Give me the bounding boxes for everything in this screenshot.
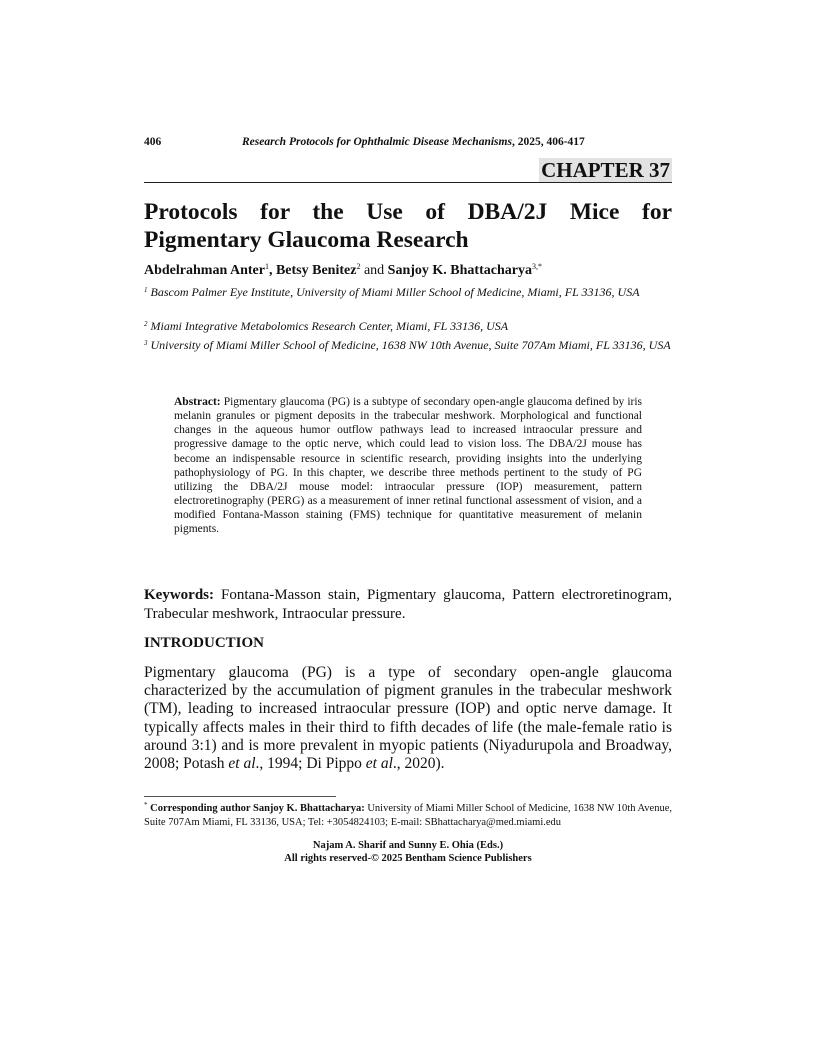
footnote-text: University of Miami Miller School of Medicine, 1638 NW 10th Avenue, Suite 707Am Miami, FL 33136, USA; Tel: +3054824103; E-mail: SBhattacharya@med.miami.edu (144, 803, 672, 828)
editors-line: Najam A. Sharif and Sunny E. Ohia (Eds.) (312, 840, 504, 851)
affiliation-3 (144, 337, 672, 353)
intro-text: Pigmentary glaucoma (PG) is a type of secondary open-angle glaucoma characterized by the accumulation of pigment granules in the trabecular meshwork (TM), leading to increased intraocular pressure (IOP) and optic nerve damage. It typically affects males in their third to fifth decades of life (the male-female ratio is around 3:1) and is more prevalent in myopic patients (Niyadurupola and Broadway, 2008; Potash (144, 664, 672, 773)
affiliation-1 (144, 284, 672, 300)
section-heading-introduction: INTRODUCTION (144, 635, 265, 651)
footnote-rule (144, 796, 336, 797)
author-affil-mark: 3,* (531, 262, 542, 271)
page-number: 406 (144, 136, 162, 148)
author-affil-mark: 1 (264, 262, 269, 271)
chapter-label: CHAPTER 37 (541, 158, 670, 182)
abstract-text: Pigmentary glaucoma (PG) is a subtype of secondary open-angle glaucoma defined by iris melanin granules or pigment deposits in the trabecular meshwork. Morphological and functional changes in the aqueous humor outflow pathways lead to increased intraocular pressure and progressive damage to the optic nerve, which could lead to vision loss. The DBA/2J mouse has become an indispensable resource in scientific research, providing insights into the underlying pathophysiology of PG. In this chapter, we describe three methods pertinent to the study of PG utilizing the DBA/2J mouse model: intraocular pressure (IOP) measurement, pattern electroretinography (PERG) as a measurement of inner retinal functional assessment of vision, and a modified Fontana-Masson staining (FMS) technique for quantitative measurement of melanin pigments. (174, 396, 643, 536)
chapter-rule (144, 182, 672, 183)
abstract (174, 395, 642, 537)
affiliation-text: Bascom Palmer Eye Institute, University of Miami Miller School of Medicine, Miami, FL 33136, USA (150, 285, 640, 299)
intro-etal: et al (228, 755, 256, 773)
author-name: Sanjoy K. Bhattacharya (387, 263, 532, 278)
author-list (144, 262, 672, 280)
affiliation-number: 3 (144, 339, 148, 347)
author-affil-mark: 2 (356, 262, 361, 271)
author-separator: and (360, 263, 388, 278)
intro-text: ., 1994; Di Pippo (255, 755, 366, 773)
author-name: Abdelrahman Anter (144, 263, 265, 278)
footnote-marker: * (144, 801, 148, 809)
footnote-label: Corresponding author Sanjoy K. Bhattacharya: (150, 803, 365, 814)
journal-year-pages: , 2025, 406-417 (511, 136, 585, 148)
running-head (144, 136, 672, 152)
intro-text: ., 2020). (392, 755, 445, 773)
affiliation-text: Miami Integrative Metabolomics Research Center, Miami, FL 33136, USA (150, 319, 509, 333)
keywords-text: Fontana-Masson stain, Pigmentary glaucoma, Pattern electroretinogram, Trabecular meshwork, Intraocular pressure. (144, 587, 672, 622)
affiliation-text: University of Miami Miller School of Medicine, 1638 NW 10th Avenue, Suite 707Am Miami, FL 33136, USA (150, 338, 671, 352)
editors-block (144, 839, 672, 865)
introduction-paragraph (144, 664, 672, 773)
keywords-label: Keywords: (144, 587, 214, 603)
affiliation-number: 1 (144, 286, 148, 294)
journal-citation (242, 136, 585, 148)
chapter-title: Protocols for the Use of DBA/2J Mice for Pigmentary Glaucoma Research (144, 199, 672, 253)
author-name: Betsy Benitez (275, 263, 357, 278)
copyright-line: All rights reserved-© 2025 Bentham Science Publishers (284, 853, 532, 864)
corresponding-author-footnote (144, 802, 672, 829)
keywords (144, 586, 672, 624)
affiliation-2 (144, 318, 672, 334)
affiliation-number: 2 (144, 320, 148, 328)
abstract-label: Abstract: (174, 396, 221, 408)
intro-etal: et al (365, 755, 393, 773)
author-separator: , (268, 263, 276, 278)
journal-name: Research Protocols for Ophthalmic Disease Mechanisms (242, 136, 512, 148)
